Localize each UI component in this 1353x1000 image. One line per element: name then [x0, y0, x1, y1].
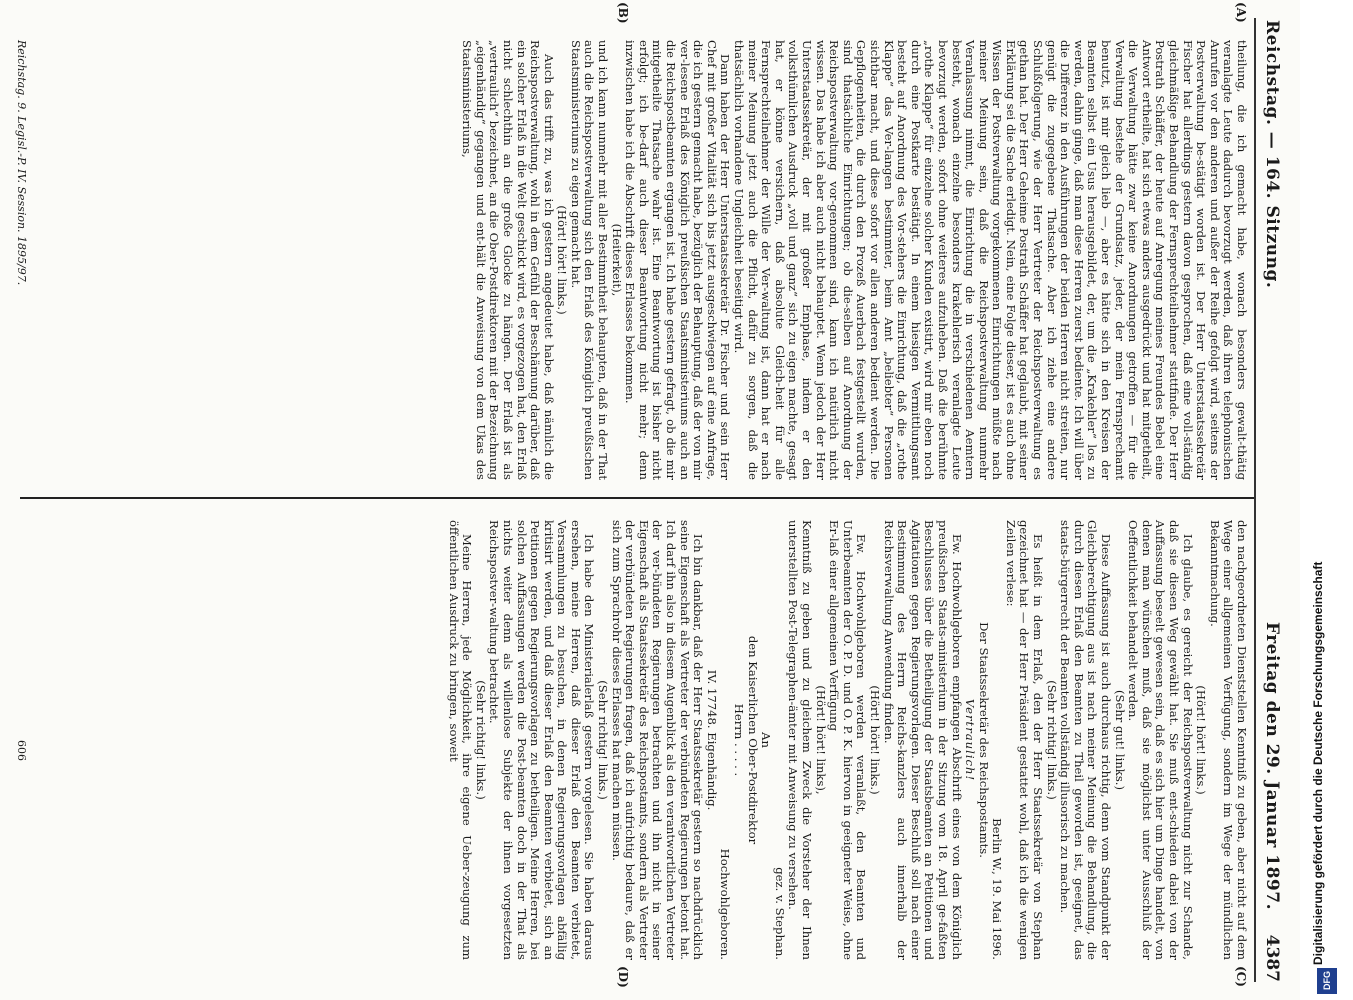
paragraph: Es heißt in dem Erlaß, den der Herr Staatssekretär von Stephan gezeichnet hat — der Herr Präsident gestattet wohl, daß ich die wenigen Zeilen verlese:: [1003, 520, 1046, 960]
paragraph: Ich habe den Ministerialerlaß gestern vorgelesen. Sie haben daraus ersehen, meine Herren, daß dieser Erlaß den Beamten verbietet, Versammlungen zu besuchen, in denen Regierungsvorlagen abfällig kritisirt werden, und daß dieser Erlaß den Beamten verbietet, sich an Petitionen gegen Regierungsvorlagen zu betheiligen. Meine Herren, bei solchen Auffassungen werden die Post-beamten doch in der That als nichts weiter denn als willenlose Subjekte der ihnen vorgesetzten Reichspostver-waltung betrachtet.: [487, 520, 597, 960]
interjection: (Hört! hört! links.): [555, 205, 570, 315]
paragraph: den nachgeordneten Dienststellen Kenntniß zu geben, aber nicht auf dem Wege einer allgemeinen Verfügung, sondern im Wege der mündlichen Bekanntmachung.: [1207, 520, 1249, 960]
page-number: 4387: [1262, 934, 1282, 982]
quoted-paragraph: Kenntniß zu geben und zu gleichem Zweck die Vorsteher der Ihnen unterstellten Post-Telegraphen-ämter mit Anweisung zu versehen.: [786, 520, 814, 960]
sender-line: Der Staatssekretär des Reichspostamts.: [976, 622, 991, 858]
paragraph: Diese Auffassung ist auch durchaus richtig, denn vom Standpunkt der Gleichberechtigung aus ist nach meiner Meinung die Behandlung, die durch diesen Erlaß den Beamten zu Theil geworden ist, geeignet, das staats-bürgerrecht der Beamten vollständig illusorisch zu machen.: [1058, 520, 1114, 960]
interjection: (Sehr richtig! links.): [473, 680, 488, 800]
margin-mark-d: (D): [616, 966, 630, 988]
dfg-logo: DFG: [1317, 968, 1337, 994]
right-footer-number: 606: [15, 740, 28, 761]
address-line: Herrn . . . . .: [732, 703, 747, 777]
header-rule: [1254, 18, 1256, 982]
interjection: (Sehr gut! links.): [1112, 690, 1127, 790]
paragraph: Auch das trifft zu, was ich gestern angedeutet habe, daß nämlich die Reichspostverwaltung, wohl in dem Gefühl der Beschämung darüber, daß ein solcher Erlaß in die Welt geschickt wird, es vorgezogen hat, den Erlaß nicht schlechthin an die große Glocke zu hängen. Der Erlaß ist als „vertraulich“ bezeichnet, an die Ober-Postdirektoren mit der Bezeichnung „eigenhändig“ gegangen und ent-hält die Anweisung von dem Ukas des Staatsministeriums,: [460, 40, 556, 480]
margin-mark-a: (A): [1234, 2, 1248, 23]
header-left: Reichstag. — 164. Sitzung.: [1262, 20, 1282, 289]
interjection: (Hört! hört! links.): [867, 685, 882, 795]
interjection: (Sehr richtig! links.): [1044, 680, 1059, 800]
paragraph: Meine Herren, jede Möglichkeit, ihre eigene Ueber-zeugung zum öffentlichen Ausdruck zu bringen, soweit: [446, 520, 475, 960]
dateline: Berlin W., 19. Mai 1896.: [990, 818, 1005, 960]
quoted-paragraph: Ew. Hochwohlgeboren empfangen Abschrift eines von dem Königlich preußischen Staats-ministerium in der Sitzung vom 18. April ge-faßten Beschlusses über die Betheiligung der Staatsbeamten an Petitionen und Agitationen gegen Regierungsvorlagen. Dieser Beschluß soll nach einer Bestimmung des Herrn Reichs-kanzlers auch innerhalb der Reichsverwaltung Anwendung finden.: [881, 520, 964, 960]
address-line: Hochwohlgeboren.: [718, 848, 733, 960]
digitization-credit: [1309, 0, 1349, 1000]
interjection: (Hört! hört! links),: [813, 685, 828, 795]
paragraph: Ich bin dankbar, daß der Herr Staatssekretär gestern so nachdrücklich seine Eigenschaft als Vertreter der verbündeten Regierungen betont hat. Ich darf ihn also in diesem Augenblick als den verantwortlichen Vertreter der ver-bündeten Regierungen betrachten und ihn nicht in seiner Eigenschaft als Staatssekretär des Reichspostamts, sondern als Vertreter der verbündeten Regierungen fragen, daß ich aufrichtig bedaure, daß er sich zum Sprachrohr dieses Erlasses hat machen müssen.: [609, 520, 706, 960]
quoted-paragraph: Ew. Hochwohlgeboren werden veranlaßt, den Beamten und Unterbeamten der O. P. D. und O. P. K. hiervon in geeigneter Weise, ohne Er-laß einer allgemeinen Verfügung: [827, 520, 869, 960]
interjection: (Hört! hört! links.): [1194, 685, 1209, 795]
right-column: [446, 520, 1248, 960]
reference-line: IV. 17748. Eigenhändig.: [704, 669, 719, 811]
address-line: den Kaiserlichen Ober-Postdirektor: [745, 635, 760, 845]
paragraph: Dann haben der Herr Unterstaatssekretär Dr. Fischer und sein Herr Chef mit großer Vitalität sich bis jetzt ausgeschwiegen auf eine Anfrage, die ich gestern gemacht habe, bezüglich der Behauptung, daß der von mir ver-lesene Erlaß des Königlich preußischen Staatsministeriums auch an die Reichspostbeamten ergangen ist. Ich habe gestern gefragt, ob die mir mitgetheilte Thatsache wahr ist. Eine Beantwortung ist bisher nicht erfolgt; ich be-darf auch dieser Beantwortung nicht mehr; denn inzwischen habe ich die Abschrift dieses Erlasses bekommen.: [623, 40, 733, 480]
column-divider: [20, 497, 1254, 499]
header-right: Freitag den 29. Januar 1897.: [1262, 621, 1282, 910]
confidential-mark: Vertraulich!: [963, 698, 978, 782]
left-footer: Reichstag. 9. Legisl.-P. IV. Session. 1895/97.: [15, 40, 28, 286]
left-column: [460, 40, 1248, 480]
margin-mark-c: (C): [1234, 966, 1248, 987]
paragraph: theilung, die ich gemacht habe, wonach besonders gewalt-thätig veranlagte Leute dadurch bevorzugt werden, daß ihren telephonischen Anrufen vor den anderen und außer der Reihe gefolgt wird, seitens der Postverwaltung be-stätigt worden ist. Der Herr Unterstaatssekretär Fischer hat allerdings gestern davon gesprochen, daß eine voll-ständig gleichmäßige Behandlung der Fernsprechteilnehmer stattfinde. Der Herr Postrath Schäffer, der heute auf Anregung meines Freundes Bebel eine Antwort ertheilte, hat sich etwas anders ausgedrückt und hat mitgetheilt, die Verwaltung hätte zwar keine Anordnungen getroffen — für die Verwaltung bestehe der Grundsatz, jeder, der mein Fernsprechamt benutzt, ist mir gleich lieb —, aber es hätte sich in den Kreisen der Beamten selbst ein Usus herausgebildet, der, um die „Krakehler“ los zu werden, dahin ginge, daß man diese Herren zuerst bediente. Ich will über die Differenz in den Ausführungen der beiden Herren nicht streiten, nur genügt die zugegebene Thatsache. Aber ich ziehe eine andere Schlußfolgerung, wie der Herr Vertreter der Reichspostverwaltung es gethan hat. Der Herr Geheime Postrath Schäffer hat geglaubt, mit seiner Erklärung sei die Sache erledigt. Nein, eine Folge dieser, ist es auch ohne Wissen der Postverwaltung vorgekommenen Einrichtungen müßte nach meiner Meinung sein, daß die Reichspostverwaltung nunmehr Veranlassung nimmt, die Einrichtung die in verschiedenen Aemtern besteht, wonach einzelne besonders krakehlerisch veranlagte Leute bevorzugt werden, sofort ohne weiteres aufzuheben. Daß die berühmte „rothe Klappe“ für einzelne solcher Kunden existirt, wird mir eben noch durch eine Postkarte bestätigt. In einem hiesigen Vermittlungsamt besteht auf Anordnung des Vor-stehers die Einrichtung, daß die „rothe Klappe“ das Ver-langen bestimmter, beim Amt „beliebter“ Personen sichtbar macht, und diese sofort vor allen anderen bedient werden. Die Gepflogenheiten, die durch den Prozeß Auerbach festgestellt wurden, sind thatsächliche Einrichtungen; ob die-selben auf Anordnung der Reichspostverwaltung vor-genommen sind, kann ich natürlich nicht wissen. Das habe ich aber auch nicht behauptet. Wenn jedoch der Herr Unterstaatssekretär, der mit großer Emphase, indem er den volksthümlichen Ausdruck „voll und ganz“ sich zu eigen machte, gesagt hat, er könne versichern, daß absolute Gleich-heit für alle Fernsprechteilnehmer der Wille der Ver-waltung ist, dann hat er nach meiner Meinung jetzt auch die Pflicht, dafür zu sorgen, daß die thatsächlich vorhandene Ungleichheit beseitigt wird.: [732, 40, 1249, 480]
paragraph: und ich kann nunmehr mit aller Bestimmtheit behaupten, daß in der That auch die Reichspostverwaltung sich den Erlaß des Königlich preußischen Staatsministeriums zu eigen gemacht hat.: [568, 40, 611, 480]
page-header: [1256, 20, 1286, 980]
address-line: An: [759, 732, 774, 748]
interjection: (Heiterkeit),: [609, 223, 624, 297]
interjection: (Sehr richtig! links.): [596, 680, 611, 800]
margin-mark-b: (B): [616, 2, 630, 24]
signature: gez. v. Stephan.: [772, 867, 787, 960]
credit-text: Digitalisierung gefördert durch die Deutsche Forschungsgemeinschaft: [1311, 561, 1325, 965]
paragraph: Ich glaube, es gereicht der Reichspostverwaltung nicht zur Schande, daß sie diesen Weg gewählt hat. Sie muß ent-schieden dabei von der Auffassung beseelt gewesen sein, daß es sich hier um Dinge handelt, von denen man wünschen muß, daß sie möglichst unter Ausschluß der Oeffentlichkeit behandelt werden.: [1126, 520, 1195, 960]
